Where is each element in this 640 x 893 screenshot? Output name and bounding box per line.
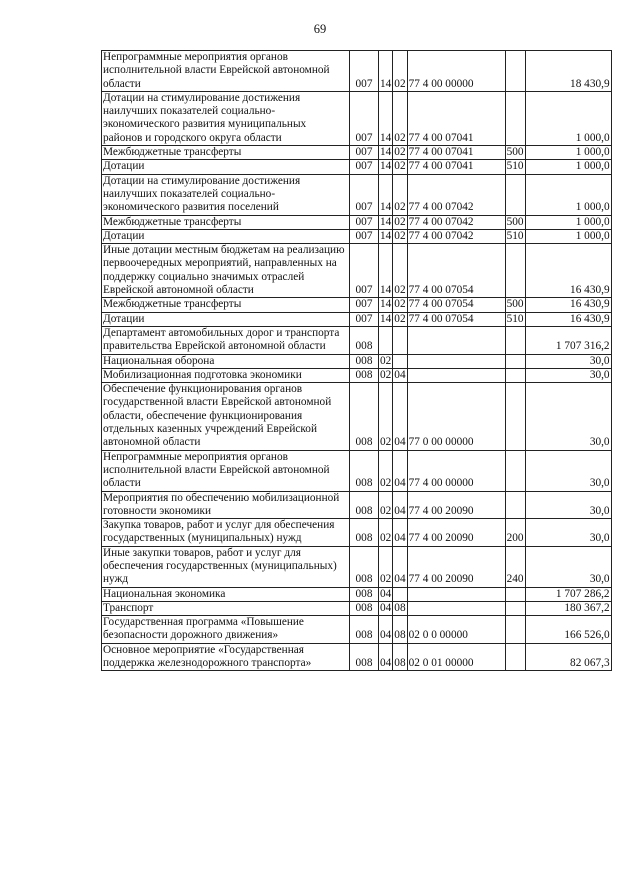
expense-type-code [505, 587, 525, 601]
ved-code: 007 [350, 229, 379, 243]
amount: 30,0 [525, 491, 611, 519]
row-name: Закупка товаров, работ и услуг для обеспечения государственных (муниципальных) нужд [102, 519, 350, 547]
ved-code: 007 [350, 160, 379, 174]
ved-code: 008 [350, 326, 379, 354]
table-row [102, 326, 612, 354]
section-code: 14 [380, 215, 392, 228]
ved-code: 008 [350, 450, 379, 491]
row-name: Дотации [102, 160, 350, 174]
amount: 180 367,2 [525, 601, 611, 615]
target-article-code [407, 326, 505, 354]
budget-table [101, 50, 612, 671]
target-article-code: 02 0 0 00000 [407, 616, 505, 644]
target-article-code: 77 0 00 00000 [407, 383, 505, 450]
target-article-code: 77 4 00 07042 [407, 174, 505, 215]
expense-type-code [505, 450, 525, 491]
section-code: 14 [380, 229, 392, 242]
target-article-code: 77 4 00 20090 [407, 491, 505, 519]
target-article-code: 77 4 00 20090 [407, 546, 505, 587]
section-code: 14 [379, 51, 393, 92]
ved-code: 007 [350, 51, 379, 92]
expense-type-code [505, 91, 525, 145]
expense-type-code [505, 326, 525, 354]
expense-type-code: 510 [506, 312, 524, 325]
row-name: Государственная программа «Повышение безопасности дорожного движения» [102, 616, 350, 644]
ved-code: 008 [350, 519, 379, 547]
target-article-code: 77 4 00 07054 [407, 298, 505, 312]
ved-code: 008 [350, 643, 379, 671]
expense-type-code [505, 244, 525, 298]
section-code: 04 [379, 643, 393, 671]
ved-code: 008 [350, 491, 379, 519]
subsection-code: 02 [394, 312, 406, 325]
subsection-code: 08 [393, 616, 407, 644]
expense-type-code [505, 383, 525, 450]
subsection-code: 04 [393, 546, 407, 587]
expense-type-code [505, 491, 525, 519]
amount: 1 000,0 [525, 146, 611, 160]
expense-type-code: 500 [506, 298, 524, 311]
subsection-code: 02 [393, 244, 407, 298]
ved-code: 007 [350, 91, 379, 145]
table-row [102, 91, 612, 145]
section-code: 14 [380, 160, 392, 173]
table-row [102, 519, 612, 547]
ved-code: 008 [350, 587, 379, 601]
row-name: Обеспечение функционирования органов государственной власти Еврейской автономной области, обеспечение функционирования отдельных казенных учреждений Еврейской автономной области [102, 383, 350, 450]
target-article-code [407, 601, 505, 615]
subsection-code: 04 [393, 383, 407, 450]
table-row [102, 383, 612, 450]
section-code: 04 [380, 587, 392, 600]
expense-type-code [505, 51, 525, 92]
target-article-code: 77 4 00 07054 [407, 312, 505, 326]
table-row [102, 146, 612, 160]
target-article-code: 77 4 00 00000 [407, 51, 505, 92]
target-article-code: 77 4 00 07042 [407, 229, 505, 243]
amount: 18 430,9 [525, 51, 611, 92]
ved-code: 008 [350, 601, 379, 615]
table-row [102, 491, 612, 519]
expense-type-code: 240 [505, 546, 525, 587]
amount: 166 526,0 [525, 616, 611, 644]
amount: 82 067,3 [525, 643, 611, 671]
table-row [102, 368, 612, 382]
ved-code: 008 [350, 546, 379, 587]
row-name: Дотации на стимулирование достижения наилучших показателей социально-экономического развития поселений [102, 174, 350, 215]
section-code: 14 [380, 312, 392, 325]
subsection-code [393, 326, 407, 354]
row-name: Непрограммные мероприятия органов исполнительной власти Еврейской автономной области [102, 450, 350, 491]
row-name: Национальная оборона [102, 354, 350, 368]
section-code: 14 [380, 146, 392, 159]
ved-code: 008 [350, 383, 379, 450]
section-code [379, 326, 393, 354]
table-row [102, 601, 612, 615]
row-name: Межбюджетные трансферты [102, 215, 350, 229]
section-code: 02 [379, 450, 393, 491]
expense-type-code [505, 354, 525, 368]
subsection-code [393, 587, 407, 601]
row-name: Дотации на стимулирование достижения наилучших показателей социально-экономического развития муниципальных районов и городского округа области [102, 91, 350, 145]
expense-type-code [505, 174, 525, 215]
section-code: 14 [380, 298, 392, 311]
ved-code: 008 [350, 354, 379, 368]
amount: 1 000,0 [525, 229, 611, 243]
target-article-code: 77 4 00 07054 [407, 244, 505, 298]
row-name: Мероприятия по обеспечению мобилизационной готовности экономики [102, 491, 350, 519]
subsection-code: 02 [394, 160, 406, 173]
ved-code: 007 [350, 298, 379, 312]
page-number: 69 [313, 22, 327, 36]
expense-type-code [505, 616, 525, 644]
row-name: Межбюджетные трансферты [102, 146, 350, 160]
amount: 30,0 [525, 368, 611, 382]
subsection-code: 04 [393, 491, 407, 519]
table-row [102, 298, 612, 312]
amount: 1 707 286,2 [525, 587, 611, 601]
ved-code: 008 [350, 368, 379, 382]
section-code: 04 [379, 616, 393, 644]
expense-type-code: 200 [505, 519, 525, 547]
subsection-code: 02 [393, 174, 407, 215]
subsection-code: 08 [393, 643, 407, 671]
amount: 30,0 [525, 354, 611, 368]
table-row [102, 160, 612, 174]
ved-code: 007 [350, 215, 379, 229]
table-row [102, 450, 612, 491]
amount: 30,0 [525, 450, 611, 491]
section-code: 02 [380, 368, 392, 381]
expense-type-code [505, 643, 525, 671]
subsection-code: 08 [394, 601, 406, 614]
row-name: Департамент автомобильных дорог и транспорта правительства Еврейской автономной области [102, 326, 350, 354]
row-name: Иные закупки товаров, работ и услуг для обеспечения государственных (муниципальных) нужд [102, 546, 350, 587]
row-name: Непрограммные мероприятия органов исполнительной власти Еврейской автономной области [102, 51, 350, 92]
target-article-code: 77 4 00 00000 [407, 450, 505, 491]
table-row [102, 643, 612, 671]
amount: 16 430,9 [525, 312, 611, 326]
subsection-code: 04 [393, 519, 407, 547]
amount: 30,0 [525, 383, 611, 450]
row-name: Транспорт [102, 601, 350, 615]
target-article-code: 77 4 00 07042 [407, 215, 505, 229]
table-row [102, 215, 612, 229]
section-code: 14 [379, 174, 393, 215]
section-code: 02 [379, 383, 393, 450]
row-name: Основное мероприятие «Государственная поддержка железнодорожного транспорта» [102, 643, 350, 671]
table-row [102, 616, 612, 644]
amount: 1 000,0 [525, 215, 611, 229]
subsection-code: 02 [393, 91, 407, 145]
section-code: 02 [379, 491, 393, 519]
target-article-code: 77 4 00 07041 [407, 91, 505, 145]
amount: 1 707 316,2 [525, 326, 611, 354]
target-article-code: 02 0 01 00000 [407, 643, 505, 671]
subsection-code: 04 [393, 450, 407, 491]
section-code: 02 [379, 546, 393, 587]
amount: 30,0 [525, 546, 611, 587]
table-row [102, 354, 612, 368]
table-row [102, 174, 612, 215]
expense-type-code: 500 [506, 146, 524, 159]
row-name: Мобилизационная подготовка экономики [102, 368, 350, 382]
section-code: 14 [379, 244, 393, 298]
section-code: 02 [380, 354, 392, 367]
ved-code: 007 [350, 146, 379, 160]
ved-code: 007 [350, 312, 379, 326]
amount: 1 000,0 [525, 160, 611, 174]
expense-type-code: 510 [506, 160, 524, 173]
amount: 16 430,9 [525, 298, 611, 312]
row-name: Дотации [102, 312, 350, 326]
row-name: Иные дотации местным бюджетам на реализацию первоочередных мероприятий, направленных на поддержку социально значимых отраслей Еврейской автономной области [102, 244, 350, 298]
section-code: 14 [379, 91, 393, 145]
ved-code: 007 [350, 174, 379, 215]
expense-type-code: 510 [506, 229, 524, 242]
subsection-code: 02 [394, 146, 406, 159]
expense-type-code [505, 368, 525, 382]
subsection-code: 02 [393, 51, 407, 92]
target-article-code: 77 4 00 07041 [407, 160, 505, 174]
subsection-code: 02 [394, 215, 406, 228]
expense-type-code [505, 601, 525, 615]
section-code: 02 [379, 519, 393, 547]
table-row [102, 312, 612, 326]
subsection-code: 02 [394, 229, 406, 242]
section-code: 04 [380, 601, 392, 614]
row-name: Дотации [102, 229, 350, 243]
amount: 1 000,0 [525, 91, 611, 145]
target-article-code [407, 354, 505, 368]
ved-code: 008 [350, 616, 379, 644]
subsection-code: 02 [394, 298, 406, 311]
expense-type-code: 500 [506, 215, 524, 228]
target-article-code: 77 4 00 07041 [407, 146, 505, 160]
table-row [102, 587, 612, 601]
amount: 30,0 [525, 519, 611, 547]
table-row [102, 244, 612, 298]
subsection-code: 04 [394, 368, 406, 381]
amount: 16 430,9 [525, 244, 611, 298]
amount: 1 000,0 [525, 174, 611, 215]
table-row [102, 546, 612, 587]
table-row [102, 229, 612, 243]
target-article-code [407, 368, 505, 382]
target-article-code: 77 4 00 20090 [407, 519, 505, 547]
row-name: Национальная экономика [102, 587, 350, 601]
ved-code: 007 [350, 244, 379, 298]
row-name: Межбюджетные трансферты [102, 298, 350, 312]
target-article-code [407, 587, 505, 601]
subsection-code [393, 354, 407, 368]
table-row [102, 51, 612, 92]
